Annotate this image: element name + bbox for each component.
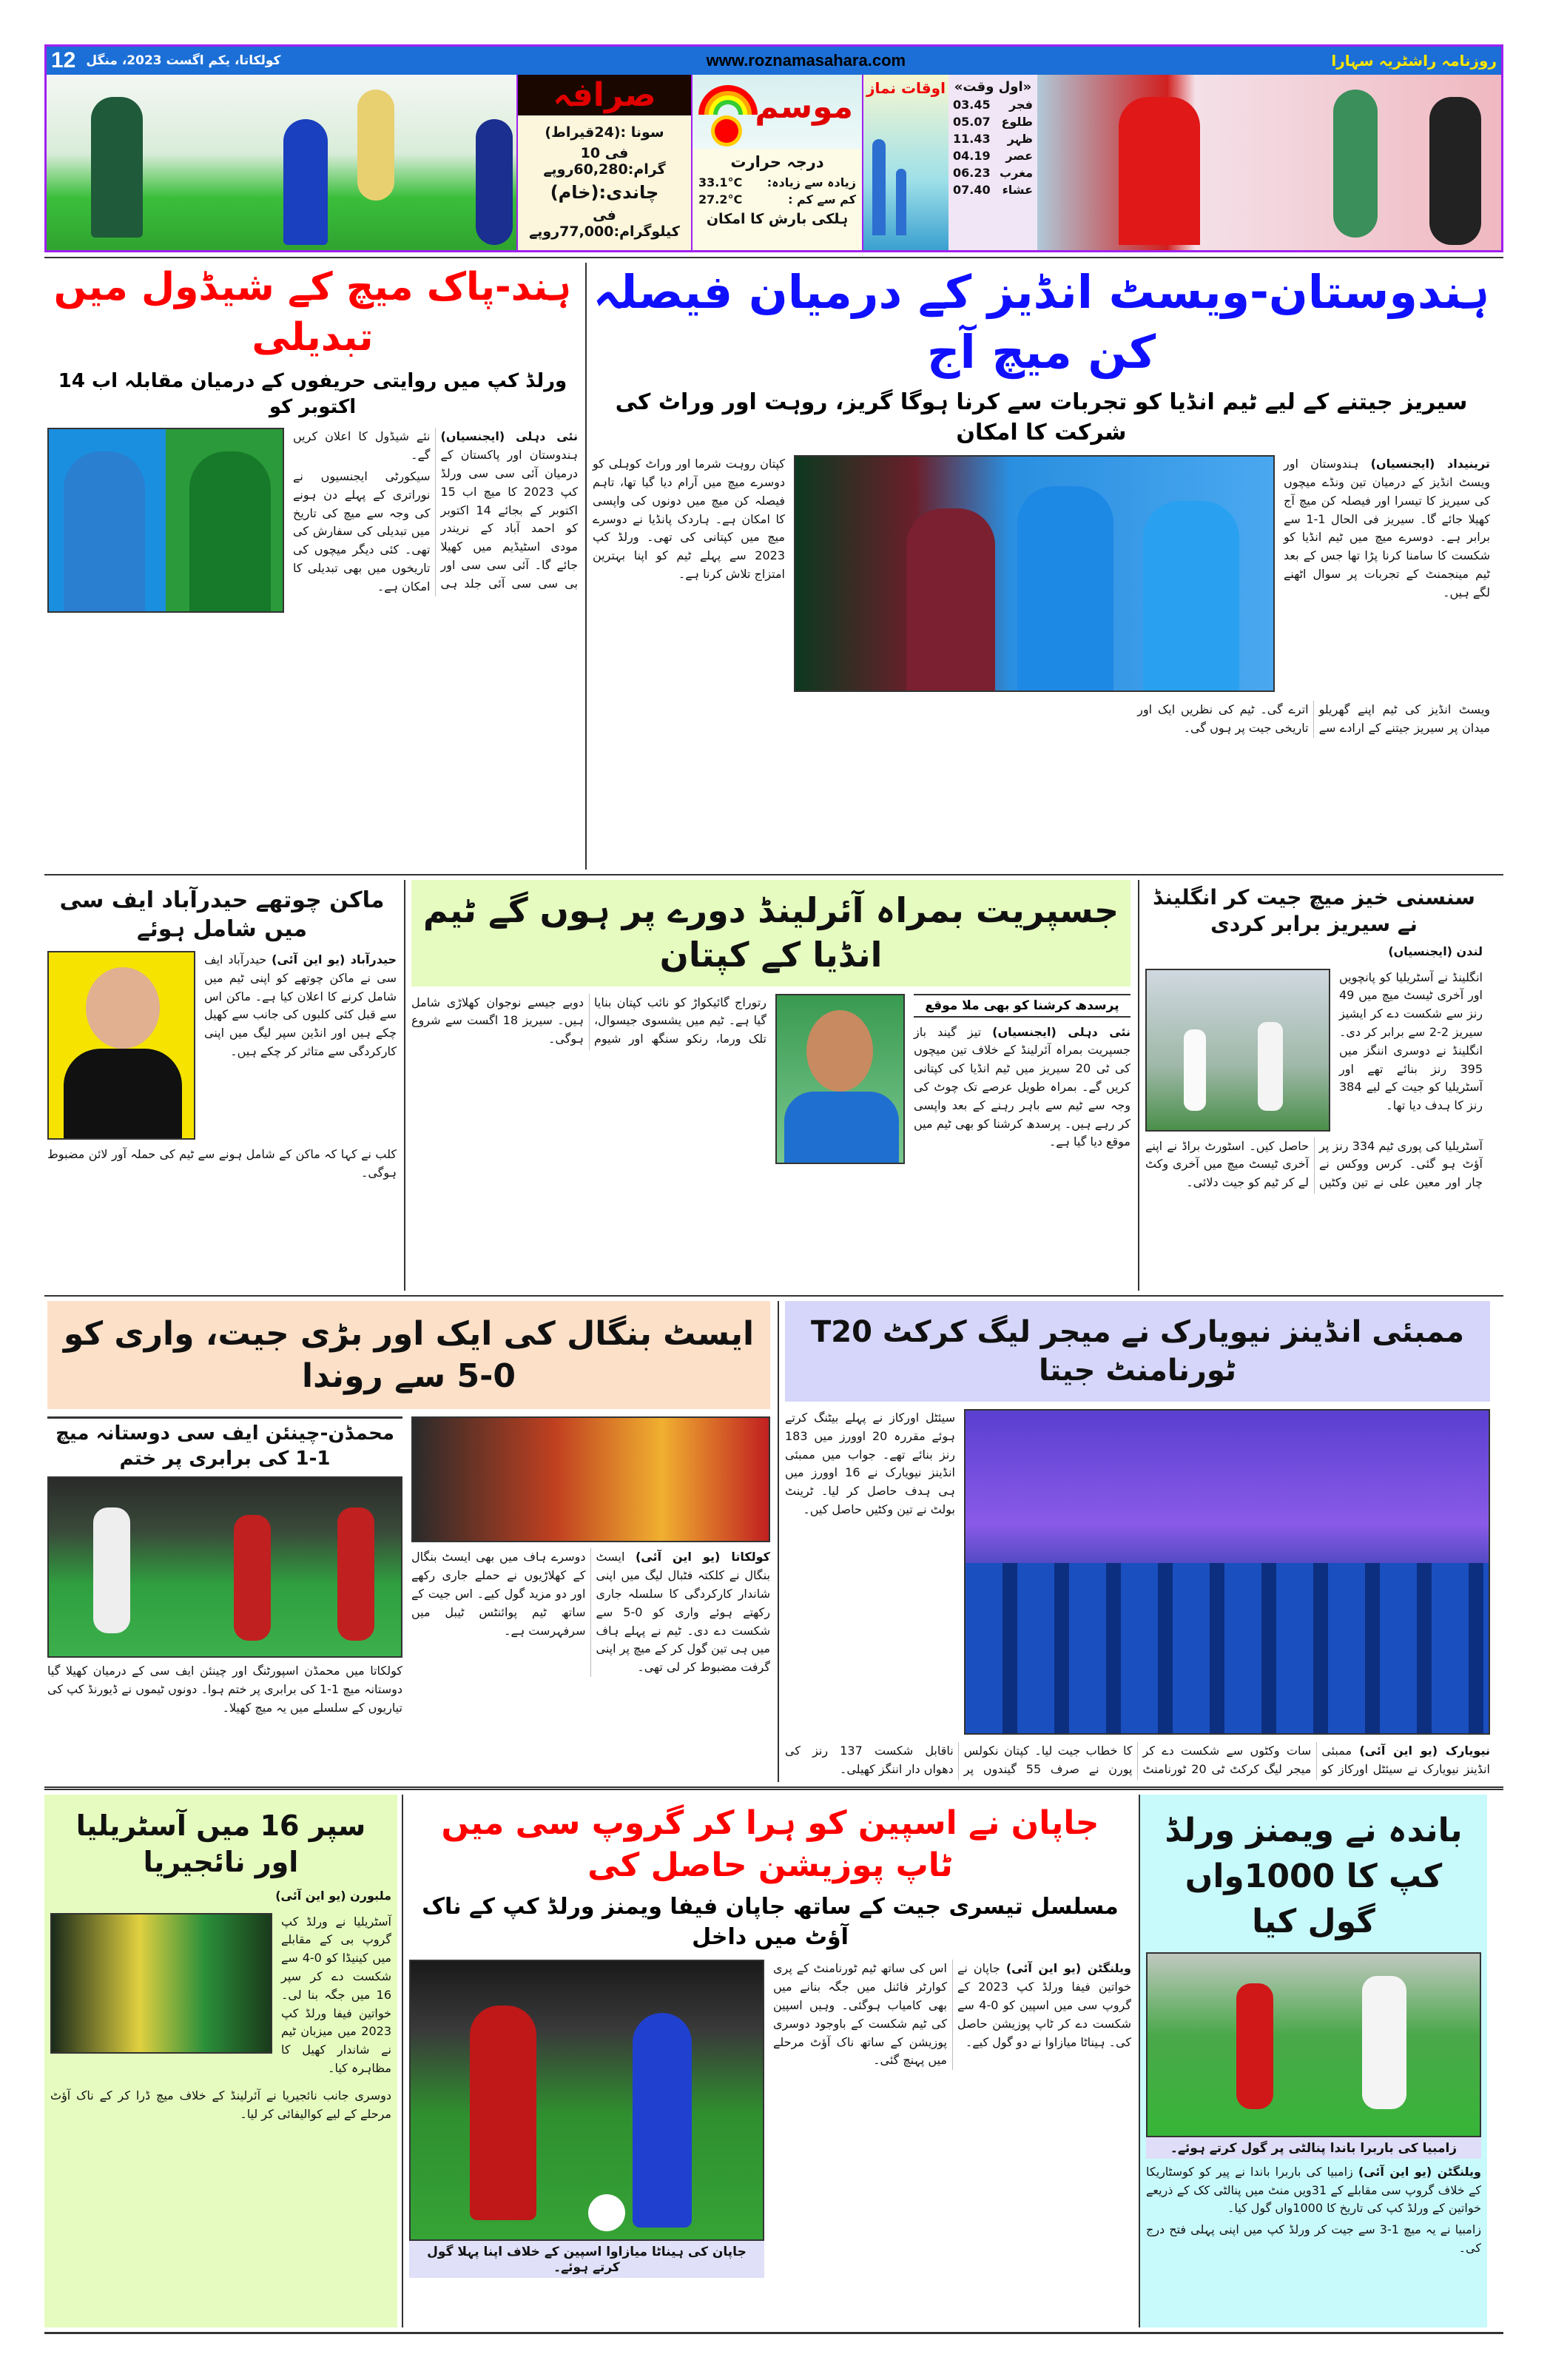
article-indo-pak-schedule (44, 263, 581, 870)
dateline: نئی دہلی (ایجنسیاں) (992, 1024, 1131, 1039)
article-body (1146, 2163, 1481, 2258)
sun-icon (715, 119, 738, 143)
paragraph: دوسرے ہاف میں بھی ایسٹ بنگال کے کھلاڑیوں نے حملے جاری رکھے اور دو مزید گول کیے۔ اس جیت کے ساتھ ٹیم پوائنٹس ٹیبل میں سرفہرست ہے۔ (411, 1550, 586, 1638)
silver-label: چاندی:(خام) (550, 182, 659, 203)
gold-price: فی 10 گرام:60,280روپے (543, 145, 666, 178)
page-header (44, 44, 1503, 75)
ashes-match-photo (1145, 969, 1330, 1132)
paragraph: آسٹریلیا نے ورلڈ کپ گروپ بی کے مقابلے میں کینیڈا کو 0-4 سے شکست دے کر سپر 16 میں جگہ بنا لی۔ خواتین فیفا ورلڈ کپ 2023 میں میزبان ٹیم نے شاندار کھیل کا مظاہرہ کیا۔ (281, 1914, 391, 2075)
prayer-time: 06.23 (953, 166, 991, 180)
subheadline: مسلسل تیسری جیت کے ساتھ جاپان فیفا ویمنز ورلڈ کپ کے ناک آؤٹ میں داخل (422, 1894, 1119, 1950)
max-temp-value: 33.1°C (698, 175, 743, 189)
bottom-rule (44, 2332, 1503, 2334)
headline: باندہ نے ویمنز ورلڈ کپ کا 1000واں گول کیا (1165, 1812, 1463, 1941)
headline: محمڈن-چینئن ایف سی دوستانہ میچ 1-1 کی برابری پر ختم (55, 1422, 394, 1470)
paragraph: اس کی ساتھ ٹیم ٹورنامنٹ کے پری کوارٹر فائنل میں جگہ بنانے میں بھی کامیاب ہوگئی۔ وہیں اسپین کی ٹیم شکست کے باوجود دوسری پوزیشن کے ساتھ ناک آؤٹ مرحلے میں پہنچ گئی۔ (773, 1961, 947, 2068)
weather-forecast: ہلکی بارش کا امکان (706, 211, 849, 227)
website-link[interactable]: www.roznamasahara.com (706, 51, 906, 70)
paragraph: کپتان روہت شرما اور وراٹ کوہلی کو دوسرے میچ میں آرام دیا گیا تھا، تاہم فیصلہ کن میچ میں دونوں کی واپسی کا امکان ہے۔ ہاردک پانڈیا نے دوسرے میچ میں کپتانی کی تھی۔ ورلڈ کپ 2023 سے پہلے ٹیم کو اپنا بہترین امتزاج تلاش کرنا ہے۔ (593, 457, 785, 581)
article-mohammedan (47, 1416, 402, 1720)
japan-spain-match-photo (409, 1960, 764, 2241)
prayer-time-row (953, 98, 1033, 112)
article-body-bottom (785, 1742, 1490, 1780)
prayer-name: عشاء (1002, 183, 1033, 197)
gold-label: سونا :(24قیراط) (545, 124, 664, 141)
prayer-time: 04.19 (953, 149, 991, 163)
paragraph: سیکورٹی ایجنسیوں نے نوراتری کے پہلے دن ہونے کی وجہ سے میچ کی تاریخ میں تبدیلی کی سفارش کی تھی۔ کئی دیگر میچوں کی تاریخوں میں بھی تبدیلی کا امکان ہے۔ (293, 468, 431, 594)
article-mumbai-new-york (778, 1301, 1493, 1782)
masthead: روزنامہ راشٹریہ سہارا (1331, 52, 1497, 70)
prayer-subtitle: «اول وقت» (954, 79, 1032, 95)
paragraph: ہندوستان اور ویسٹ انڈیز کے درمیان تین ونڈے میچوں کی سیریز کا تیسرا اور فیصلہ کن میچ آج کھیلا جائے گا۔ سیریز فی الحال 1-1 سے برابر ہے۔ دوسرے میچ میں ٹیم انڈیا کو شکست کا سامنا کرنا پڑا تھا جس کے بعد ٹیم مینجمنٹ کے تجربات پر سوال اٹھنے لگے ہیں۔ (1284, 457, 1490, 599)
newspaper-page (44, 44, 1503, 2334)
dateline: ترینیداد (ایجنسیاں) (1370, 457, 1490, 471)
prayer-title: اوقات نماز (866, 79, 946, 97)
india-wi-players-photo (794, 455, 1275, 692)
row-1 (44, 257, 1503, 870)
row-4 (44, 1786, 1503, 2327)
paragraph: ہندوستان اور پاکستان کے درمیان آئی سی سی ورلڈ کپ 2023 کا میچ اب 15 اکتوبر کے بجائے 14 اکتوبر کو احمد آباد کے نریندر مودی اسٹیڈیم میں کھیلا جائے گا۔ آئی سی سی اور بی سی سی آئی جلد ہی نئے شیڈول کا اعلان کریں گے۔ (293, 429, 578, 591)
paragraph: حیدرآباد ایف سی نے ماکن چوتھے کو اپنی ٹیم میں شامل کرنے کا اعلان کیا ہے۔ ماکن اس سے قبل کئی کلبوں کی جانب سے کھیل چکے ہیں اور انڈین سپر لیگ میں اپنی کارکردگی سے متاثر کر چکے ہیں۔ (204, 952, 397, 1058)
paragraph: رتوراج گائیکواڑ کو نائب کپتان بنایا گیا ہے۔ ٹیم میں یشسوی جیسوال، تلک ورما، رنکو سنگھ اور شیوم دوبے جیسے نوجوان کھلاڑی شامل ہیں۔ سیریز 18 اگست سے شروع ہوگی۔ (411, 995, 766, 1046)
sarafa-title: صرافہ (518, 75, 691, 115)
paragraph: زامبیا نے یہ میچ 1-3 سے جیت کر ورلڈ کپ میں اپنی پہلی فتح درج کی۔ (1146, 2222, 1482, 2255)
headline: سنسنی خیز میچ جیت کر انگلینڈ نے سیریز برابر کردی (1153, 885, 1475, 937)
headline: ماکن چوتھے حیدرآباد ایف سی میں شامل ہوئے (59, 887, 385, 942)
article-banda (1139, 1795, 1487, 2327)
silver-price: فی کیلوگرام:77,000روپے (529, 207, 680, 240)
prayer-time-row (953, 166, 1033, 180)
article-body-bottom (47, 1146, 397, 1183)
photo-caption: جاپان کی ہیناٹا میازاوا اسپین کے خلاف اپنا پہلا گول کرتے ہوئے۔ (409, 2241, 764, 2278)
article-india-west-indies (585, 263, 1493, 870)
paragraph: کلب نے کہا کہ ماکن کے شامل ہونے سے ٹیم کی حملہ آور لائن مضبوط ہوگی۔ (47, 1147, 397, 1180)
sports-collage-photo-left (47, 75, 516, 250)
prayer-name: عصر (1005, 149, 1033, 163)
paragraph: دوسری جانب نائجیریا نے آئرلینڈ کے خلاف میچ ڈرا کر کے ناک آؤٹ مرحلے کے لیے کوالیفائی کر لیا۔ (50, 2088, 391, 2121)
article-japan (402, 1795, 1134, 2327)
sports-collage-photo-right (1037, 75, 1501, 250)
paragraph: سیئٹل اورکاز نے پہلے بیٹنگ کرتے ہوئے مقررہ 20 اوورز میں 183 رنز بنائے تھے۔ جواب میں ممبئی انڈینز نیویارک نے 16 اوورز میں ہی ہدف حاصل کر لیا۔ ٹرینٹ بولٹ نے تین وکٹیں حاصل کیں۔ (785, 1411, 955, 1516)
mumbai-champions-photo (964, 1409, 1490, 1735)
makan-player-photo (47, 951, 195, 1140)
minaret-icon (896, 169, 906, 235)
headline: سپر 16 میں آسٹریلیا اور نائجیریا (75, 1809, 366, 1879)
paragraph: انگلینڈ نے آسٹریلیا کو پانچویں اور آخری ٹیسٹ میچ میں 49 رنز سے شکست دے کر ایشیز سیریز 2-2 سے برابر کر دی۔ انگلینڈ نے دوسری اننگز میں 395 رنز بنائے تھے اور آسٹریلیا کو جیت کے لیے 384 رنز کا ہدف دیا تھا۔ (1339, 969, 1483, 1113)
article-body (293, 428, 578, 596)
article-body (411, 994, 766, 1050)
article-body (411, 1548, 770, 1677)
headline: جاپان نے اسپین کو ہرا کر گروپ سی میں ٹاپ پوزیشن حاصل کی (441, 1804, 1099, 1885)
article-body (785, 1409, 955, 1522)
row-2 (44, 874, 1503, 1291)
prayer-time-row (953, 183, 1033, 197)
article-body-bottom (1145, 1137, 1483, 1194)
headline: ایسٹ بنگال کی ایک اور بڑی جیت، واری کو 0-5 سے روندا (47, 1301, 770, 1409)
australia-players-photo (50, 1913, 272, 2054)
prayer-time: 07.40 (953, 183, 991, 197)
bumrah-photo (775, 994, 905, 1164)
prayer-name: فجر (1009, 98, 1033, 112)
top-strip (44, 75, 1503, 252)
dateline: ملبورن (یو این آئی) (275, 1888, 391, 1903)
paragraph: آسٹریلیا کی پوری ٹیم 334 رنز پر آؤٹ ہو گئی۔ کرس ووکس نے چار اور معین علی نے تین وکٹیں حاصل کیں۔ اسٹورٹ براڈ نے اپنے آخری ٹیسٹ میچ میں آخری وکٹ لے کر ٹیم کو جیت دلائی۔ (1145, 1138, 1483, 1190)
dateline: حیدرآباد (یو این آئی) (272, 952, 397, 967)
headline: ہند-پاک میچ کے شیڈول میں تبدیلی (53, 265, 572, 360)
prayer-times-list (951, 98, 1034, 197)
paragraph: ممبئی انڈینز نیویارک نے سیئٹل اورکاز کو سات وکٹوں سے شکست دے کر میجر لیگ کرکٹ ٹی 20 ٹورنامنٹ کا خطاب جیت لیا۔ کپتان نکولس پورن نے صرف 55 گیندوں پر ناقابل شکست 137 رنز کی دھواں دار اننگز کھیلی۔ (785, 1744, 1490, 1776)
prayer-time: 11.43 (953, 132, 991, 146)
min-temp-label: کم سے کم : (788, 192, 856, 206)
paragraph: کولکاتا میں محمڈن اسپورٹنگ اور چینئن ایف سی کے درمیان کھیلا گیا دوستانہ میچ 1-1 کی برابری پر ختم ہوا۔ دونوں ٹیموں نے ڈیورنڈ کپ کی تیاریوں کے سلسلے میں یہ میچ کھیلا۔ (47, 1663, 402, 1715)
article-bumrah (404, 880, 1133, 1291)
article-east-bengal (44, 1301, 773, 1782)
prayer-time: 03.45 (953, 98, 991, 112)
headline: ممبئی انڈینز نیویارک نے میجر لیگ کرکٹ T20 ٹورنامنٹ جیتا (785, 1301, 1490, 1402)
headline: جسپریت بمراہ آئرلینڈ دورے پر ہوں گے ٹیم انڈیا کے کپتان (411, 880, 1131, 986)
paragraph: ویسٹ انڈیز کی ٹیم اپنے گھریلو میدان پر سیریز جیتنے کے ارادے سے اترے گی۔ ٹیم کی نظریں ایک اور تاریخی جیت پر ہوں گی۔ (1137, 702, 1490, 735)
photo-caption: زامبیا کی باربرا باندا پنالٹی پر گول کرتے ہوئے۔ (1146, 2137, 1481, 2159)
dateline: لندن (ایجنسیاں) (1388, 944, 1483, 958)
mohammedan-match-photo (47, 1476, 402, 1658)
sarafa-panel (516, 75, 691, 250)
headline: ہندوستان-ویسٹ انڈیز کے درمیان فیصلہ کن میچ آج (593, 265, 1490, 379)
row-3 (44, 1295, 1503, 1782)
article-body-side (281, 1913, 391, 2081)
article-body-right (1284, 455, 1490, 605)
min-temp-value: 27.2°C (698, 192, 743, 206)
subheadline: ورلڈ کپ میں روایتی حریفوں کے درمیان مقابلہ اب 14 اکتوبر کو (58, 370, 567, 419)
article-body (204, 951, 397, 1064)
prayer-time-row (953, 149, 1033, 163)
dateline: نیویارک (یو این آئی) (1359, 1744, 1490, 1758)
prayer-name: طلوع (1001, 115, 1033, 129)
article-super-16 (44, 1795, 397, 2327)
prayer-time-row (953, 115, 1033, 129)
weather-panel (691, 75, 862, 250)
issue-dateline: کولکاتا، یکم اگست 2023، منگل (86, 53, 281, 68)
weather-title: موسم (755, 88, 853, 126)
article-dateline-line (50, 1887, 391, 1906)
rohit-babar-photo (47, 428, 284, 613)
minaret-icon (872, 139, 886, 235)
article-body-left (593, 455, 785, 587)
subheadline: سیریز جیتنے کے لیے ٹیم انڈیا کو تجربات سے کرنا ہوگا گریز، روہت اور وراٹ کی شرکت کا امکان (615, 389, 1468, 446)
article-body-bottom (50, 2087, 391, 2124)
dateline: ویلنگٹن (یو این آئی) (1005, 1961, 1131, 1976)
article-body-main (1339, 969, 1483, 1118)
article-body-right (914, 1023, 1131, 1152)
prayer-name: ظہر (1007, 132, 1033, 146)
page-number: 12 (51, 48, 76, 73)
dateline: ویلنگٹن (یو این آئی) (1358, 2164, 1482, 2179)
prayer-times-panel (862, 75, 1037, 250)
east-bengal-team-photo (411, 1416, 770, 1542)
dateline: نئی دہلی (ایجنسیاں) (440, 429, 578, 444)
prayer-time: 05.07 (953, 115, 991, 129)
article-body (47, 1662, 402, 1717)
max-temp-label: زیادہ سے زیادہ: (766, 175, 856, 189)
article-body-bottom (593, 701, 1490, 738)
banda-penalty-photo (1146, 1952, 1481, 2137)
prayer-time-row (953, 132, 1033, 146)
photo-caption: پرسدھ کرشنا کو بھی ملا موقع (914, 994, 1131, 1018)
prayer-name: مغرب (1000, 166, 1033, 180)
article-body-right (773, 1960, 1131, 2070)
dateline: کولکاتا (یو این آئی) (635, 1550, 770, 1564)
paragraph: زامبیا کی باربرا باندا نے پیر کو کوسٹاریکا کے خلاف گروپ سی مقابلے کے 31ویں منٹ میں پنالٹی کک کے ذریعے خواتین کے ورلڈ کپ کی تاریخ کا 1000واں گول کیا۔ (1146, 2164, 1481, 2216)
paragraph: جاپان نے خواتین فیفا ورلڈ کپ 2023 کے گروپ سی میں اسپین کو 0-4 سے شکست دے کر ٹاپ پوزیشن حاصل کی۔ ہیناٹا میازاوا نے دو گول کیے۔ (957, 1961, 1132, 2049)
paragraph: تیز گیند باز جسپریت بمراہ آئرلینڈ کے خلاف تین میچوں کی ٹی 20 سیریز میں ٹیم انڈیا کی کپتانی کریں گے۔ بمراہ طویل عرصے تک چوٹ کی وجہ سے ٹیم سے باہر رہنے کے بعد واپسی کر رہے ہیں۔ پرسدھ کرشنا کو بھی ٹیم میں موقع دیا گیا ہے۔ (914, 1024, 1131, 1149)
paragraph: ایسٹ بنگال نے کلکتہ فٹبال لیگ میں اپنی شاندار کارکردگی کا سلسلہ جاری رکھتے ہوئے واری کو 0-5 سے شکست دے دی۔ ٹیم نے پہلے ہاف میں ہی تین گول کر کے میچ پر اپنی گرفت مضبوط کر لی تھی۔ (596, 1550, 770, 1675)
article-dateline-line (1145, 943, 1483, 961)
article-makan (44, 880, 400, 1291)
article-ashes (1138, 880, 1486, 1291)
temperature-label: درجہ حرارت (730, 153, 824, 171)
